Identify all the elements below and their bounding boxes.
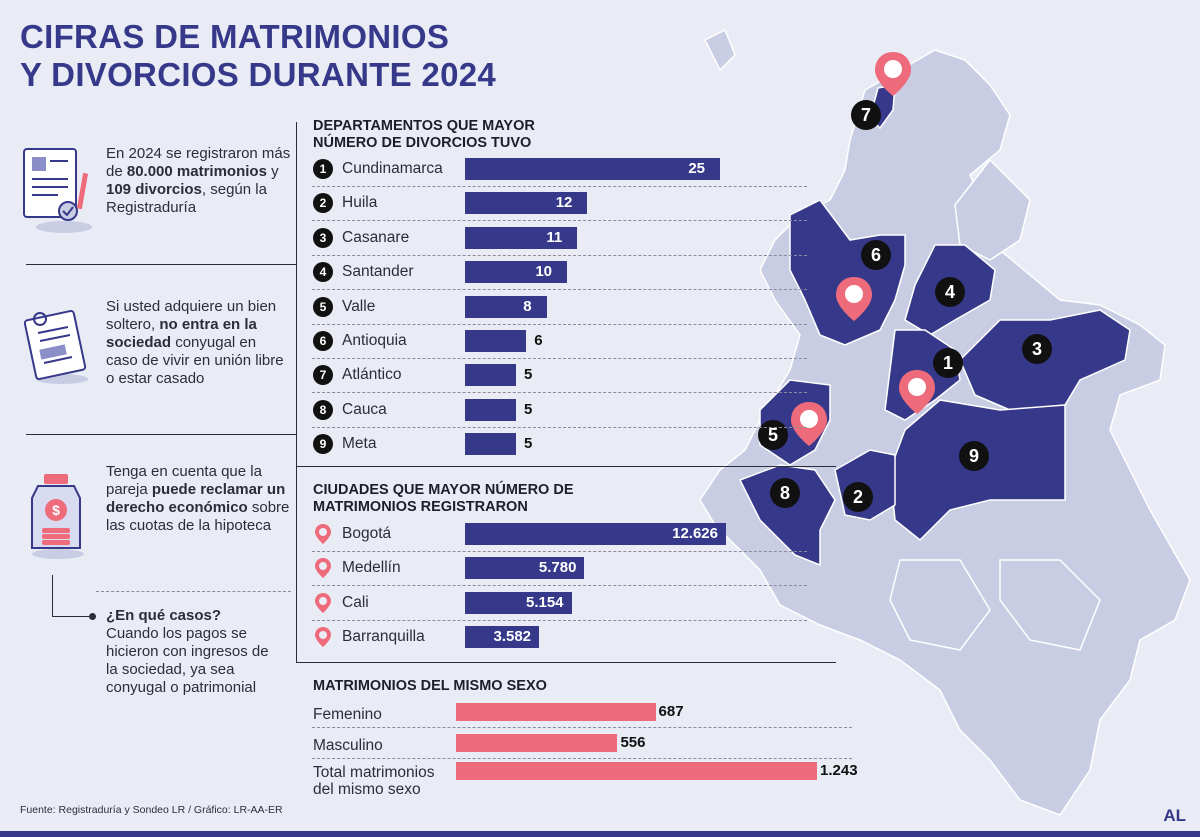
map-number-8: 8	[770, 478, 800, 508]
category-label: Huila	[342, 194, 378, 212]
map-number-9: 9	[959, 441, 989, 471]
category-label: Valle	[342, 297, 376, 315]
rank-badge: 6	[313, 331, 333, 351]
bar-mark	[465, 433, 516, 455]
clipboard-document-icon	[18, 305, 94, 385]
divorces-chart-title: DEPARTAMENTOS QUE MAYOR NÚMERO DE DIVORCIOS TUVO	[313, 118, 535, 151]
rank-badge: 8	[313, 400, 333, 420]
data-label: 11	[546, 228, 563, 246]
page-title	[20, 18, 496, 94]
location-pin-icon	[314, 557, 332, 579]
bar-mark	[465, 364, 516, 386]
title-line-1: CIFRAS DE MATRIMONIOS	[20, 18, 450, 55]
data-label: 5	[524, 400, 533, 418]
bar-mark	[465, 399, 516, 421]
info1-pre: En 2024 se registraron más de	[106, 145, 291, 180]
bar-mark	[456, 762, 817, 780]
info1-bold1: 80.000 matrimonios	[126, 163, 267, 180]
samesex-chart-title: MATRIMONIOS DEL MISMO SEXO	[313, 678, 547, 694]
category-label: Masculino	[313, 737, 383, 754]
map-pin-medellin	[834, 275, 874, 323]
marriages-chart-title: CIUDADES QUE MAYOR NÚMERO DE MATRIMONIOS REGISTRARON	[313, 482, 574, 515]
location-pin-icon	[314, 592, 332, 614]
savings-jar-icon	[20, 470, 90, 560]
data-label: 5	[524, 435, 533, 453]
rank-badge: 3	[313, 228, 333, 248]
location-pin-icon	[314, 626, 332, 648]
info2-bold: no entra en la sociedad	[106, 316, 257, 351]
category-label: Cauca	[342, 400, 387, 418]
info2-pre: Si usted adquiere un bien soltero,	[106, 298, 277, 333]
category-label: Bogotá	[342, 525, 392, 542]
map-number-4: 4	[935, 277, 965, 307]
category-label: Total matrimonios del mismo sexo	[313, 764, 435, 798]
map-land-north	[705, 30, 735, 70]
category-label: Casanare	[342, 228, 410, 246]
row-separator	[312, 585, 807, 586]
connector-dot	[89, 613, 96, 620]
row-separator	[312, 392, 807, 393]
category-label: Barranquilla	[342, 627, 425, 645]
location-pin-icon	[314, 523, 332, 545]
data-label: 3.582	[493, 627, 532, 645]
data-label: 687	[658, 703, 684, 720]
category-label: Santander	[342, 263, 414, 281]
row-separator	[312, 758, 852, 759]
data-label: 556	[620, 734, 646, 751]
category-label: Atlántico	[342, 366, 402, 384]
data-label: 12	[555, 194, 573, 212]
title-line-2: Y DIVORCIOS DURANTE 2024	[20, 56, 497, 93]
rank-badge: 9	[313, 434, 333, 454]
data-label: 5.780	[538, 559, 577, 577]
document-contract-icon	[18, 143, 94, 235]
data-label: 6	[534, 332, 543, 349]
connector-line-v	[52, 575, 53, 617]
divider-1	[26, 264, 296, 265]
row-separator	[312, 324, 807, 325]
category-label: Medellín	[342, 559, 401, 577]
info3-bold: puede reclamar un derecho económico	[106, 481, 286, 516]
info3-pre: Tenga en cuenta que la pareja	[106, 463, 262, 498]
central-vertical-divider	[296, 122, 297, 662]
data-label: 12.626	[672, 525, 718, 542]
info1-post: , según la Registraduría	[106, 181, 267, 216]
row-separator	[312, 620, 807, 621]
map-pin-cali	[789, 400, 829, 448]
row-separator	[312, 358, 807, 359]
bar-mark	[456, 734, 617, 752]
info4-bold: ¿En qué casos?	[106, 607, 222, 624]
bar-mark	[465, 330, 526, 352]
map-number-6: 6	[861, 240, 891, 270]
row-separator	[312, 551, 807, 552]
info2-post: conyugal en caso de vivir en unión libre o estar casado	[106, 334, 284, 387]
svg-text:$: $	[52, 502, 60, 518]
rank-badge: 7	[313, 365, 333, 385]
row-separator	[312, 289, 807, 290]
info3-post: sobre las cuotas de la hipoteca	[106, 499, 290, 534]
info1-mid: y	[266, 163, 279, 180]
brand-logo: AL	[1163, 806, 1186, 825]
category-label: Femenino	[313, 706, 382, 723]
row-separator	[312, 727, 852, 728]
category-label: Meta	[342, 435, 377, 453]
connector-line-h	[52, 616, 92, 617]
map-number-5: 5	[758, 420, 788, 450]
category-label: Cali	[342, 593, 369, 611]
map-number-3: 3	[1022, 334, 1052, 364]
map-number-2: 2	[843, 482, 873, 512]
info1-bold2: 109 divorcios	[106, 181, 202, 198]
info-text-1	[106, 145, 291, 217]
data-label: 25	[688, 160, 705, 177]
rank-badge: 1	[313, 159, 333, 179]
divider-charts-1	[296, 466, 836, 467]
source-note: Fuente: Registraduría y Sondeo LR / Gráfico: LR-AA-ER	[20, 804, 283, 816]
data-label: 8	[523, 297, 532, 315]
info-text-2	[106, 298, 291, 388]
bottom-band	[0, 831, 1200, 837]
row-separator	[312, 427, 807, 428]
map-pin-barranquilla	[873, 50, 913, 98]
data-label: 5	[524, 366, 533, 384]
map-number-7: 7	[851, 100, 881, 130]
row-separator	[312, 220, 807, 221]
data-label: 5.154	[525, 593, 564, 611]
category-label: Antioquia	[342, 332, 407, 349]
divider-2	[26, 434, 296, 435]
info4-post: Cuando los pagos se hicieron con ingresos de la sociedad, ya sea conyugal o patrimonial	[106, 625, 269, 696]
divider-charts-2	[296, 662, 836, 663]
dashed-divider	[96, 591, 291, 592]
data-label: 1.243	[820, 762, 858, 779]
row-separator	[312, 255, 807, 256]
map-pin-bogota	[897, 368, 937, 416]
info-text-3	[106, 463, 291, 535]
data-label: 10	[535, 263, 552, 281]
row-separator	[312, 186, 807, 187]
rank-badge: 2	[313, 193, 333, 213]
map-number-1: 1	[933, 348, 963, 378]
bar-mark	[456, 703, 656, 721]
info-text-4	[106, 607, 276, 697]
rank-badge: 4	[313, 262, 333, 282]
rank-badge: 5	[313, 297, 333, 317]
category-label: Cundinamarca	[342, 160, 443, 177]
